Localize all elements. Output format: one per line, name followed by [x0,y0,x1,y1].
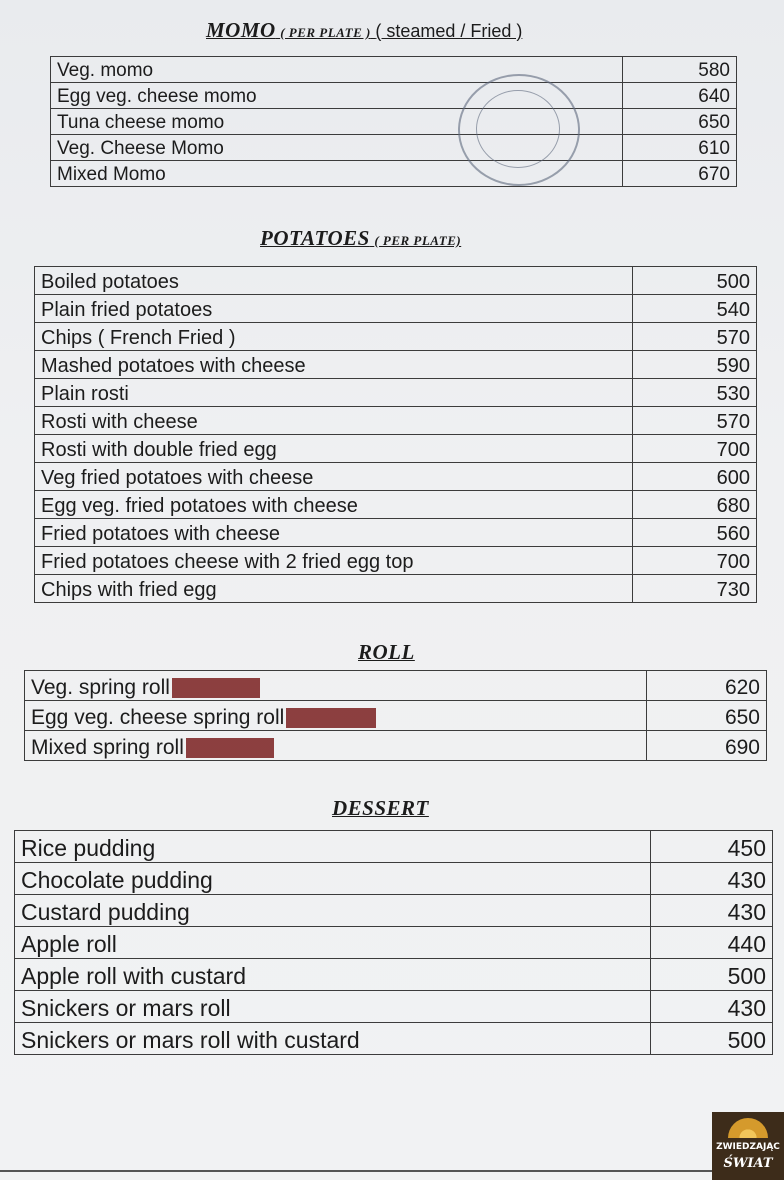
item-name-text: Apple roll [21,931,117,957]
item-name-text: Veg. Cheese Momo [57,138,224,159]
redaction-mark [172,678,260,698]
item-name [35,295,633,323]
item-price: 570 [633,323,757,351]
item-name-text: Apple roll with custard [21,963,246,989]
item-name [35,379,633,407]
item-price: 430 [651,863,773,895]
menu-row [15,863,773,895]
item-price: 650 [623,109,737,135]
potatoes-title: POTATOES [260,226,370,250]
item-name [35,267,633,295]
item-name-text: Chocolate pudding [21,867,213,893]
item-name [35,547,633,575]
potatoes-heading [260,226,461,251]
item-price: 570 [633,407,757,435]
item-name [35,491,633,519]
roll-title: ROLL [358,640,415,664]
item-name-text: Boiled potatoes [41,271,179,293]
redaction-mark [186,738,274,758]
item-name-text: Snickers or mars roll [21,995,231,1021]
dessert-heading [332,796,429,821]
menu-row [25,731,767,761]
menu-row [35,519,757,547]
item-name-text: Mixed Momo [57,164,166,185]
item-price: 500 [651,1023,773,1055]
item-price: 610 [623,135,737,161]
menu-row [35,295,757,323]
menu-row [35,407,757,435]
menu-row [51,135,737,161]
menu-row [35,379,757,407]
item-name [35,323,633,351]
menu-row [35,267,757,295]
menu-row [15,1023,773,1055]
menu-row [35,575,757,603]
menu-row [35,435,757,463]
item-name-text: Rosti with double fried egg [41,439,277,461]
watermark-line1: ZWIEDZAJĄC [716,1142,780,1152]
item-name [35,463,633,491]
menu-row [15,991,773,1023]
menu-row [35,491,757,519]
menu-row [15,895,773,927]
menu-row [51,161,737,187]
menu-row [15,927,773,959]
item-price: 620 [647,671,767,701]
item-name-text: Rice pudding [21,835,156,861]
item-name-text: Chips with fried egg [41,579,217,601]
item-name-text: Mixed spring roll [31,736,184,759]
watermark-line2: ŚWIAT [723,1156,773,1171]
item-name [35,575,633,603]
item-price: 450 [651,831,773,863]
menu-row [15,831,773,863]
dessert-table [14,830,773,1055]
item-name-text: Tuna cheese momo [57,112,225,133]
menu-row [35,463,757,491]
menu-row [35,547,757,575]
item-name [25,731,647,761]
redaction-mark [286,708,376,728]
page-bottom-rule [0,1170,784,1172]
item-name [35,351,633,379]
item-name [15,1023,651,1055]
item-name-text: Veg. spring roll [31,676,170,699]
item-price: 500 [633,267,757,295]
potatoes-subtitle: ( PER PLATE) [374,233,462,248]
item-name-text: Fried potatoes cheese with 2 fried egg top [41,551,414,573]
momo-heading [206,18,522,43]
menu-row [35,323,757,351]
item-price: 600 [633,463,757,491]
item-name [15,895,651,927]
item-name-text: Mashed potatoes with cheese [41,355,306,377]
menu-row [51,109,737,135]
item-name [15,863,651,895]
potatoes-table [34,266,757,603]
item-price: 680 [633,491,757,519]
item-name [35,519,633,547]
menu-row [15,959,773,991]
item-name [25,671,647,701]
item-name-text: Egg veg. cheese momo [57,86,257,107]
momo-table [50,56,737,187]
item-price: 650 [647,701,767,731]
item-name [35,407,633,435]
item-price: 560 [633,519,757,547]
item-price: 700 [633,435,757,463]
item-name [15,991,651,1023]
item-name-text: Rosti with cheese [41,411,198,433]
item-name-text: Egg veg. cheese spring roll [31,706,285,729]
item-price: 530 [633,379,757,407]
item-name-text: Plain fried potatoes [41,299,213,321]
item-name-text: Custard pudding [21,899,190,925]
item-name-text: Veg. momo [57,60,154,81]
item-name-text: Snickers or mars roll with custard [21,1027,360,1053]
item-price: 640 [623,83,737,109]
item-name-text: Veg fried potatoes with cheese [41,467,314,489]
item-name [25,701,647,731]
item-name-text: Fried potatoes with cheese [41,523,281,545]
menu-row [51,83,737,109]
watermark-logo [712,1112,784,1180]
momo-title: MOMO [206,18,276,42]
menu-row [35,351,757,379]
item-name-text: Plain rosti [41,383,129,405]
item-name [15,927,651,959]
item-name-text: Chips ( French Fried ) [41,327,236,349]
item-price: 690 [647,731,767,761]
momo-note: ( steamed / Fried ) [375,21,523,41]
menu-row [25,671,767,701]
menu-row [25,701,767,731]
item-price: 430 [651,895,773,927]
item-name [35,435,633,463]
roll-heading [358,640,415,665]
item-price: 670 [623,161,737,187]
momo-subtitle: ( PER PLATE ) [280,25,371,40]
item-price: 580 [623,57,737,83]
roll-table [24,670,767,761]
item-name-text: Egg veg. fried potatoes with cheese [41,495,358,517]
dessert-title: DESSERT [332,796,429,820]
sun-icon [728,1118,768,1138]
item-price: 590 [633,351,757,379]
item-name [15,831,651,863]
item-price: 730 [633,575,757,603]
item-price: 440 [651,927,773,959]
menu-row [51,57,737,83]
item-price: 430 [651,991,773,1023]
item-price: 540 [633,295,757,323]
official-stamp [458,74,580,186]
item-price: 700 [633,547,757,575]
item-name [15,959,651,991]
item-price: 500 [651,959,773,991]
